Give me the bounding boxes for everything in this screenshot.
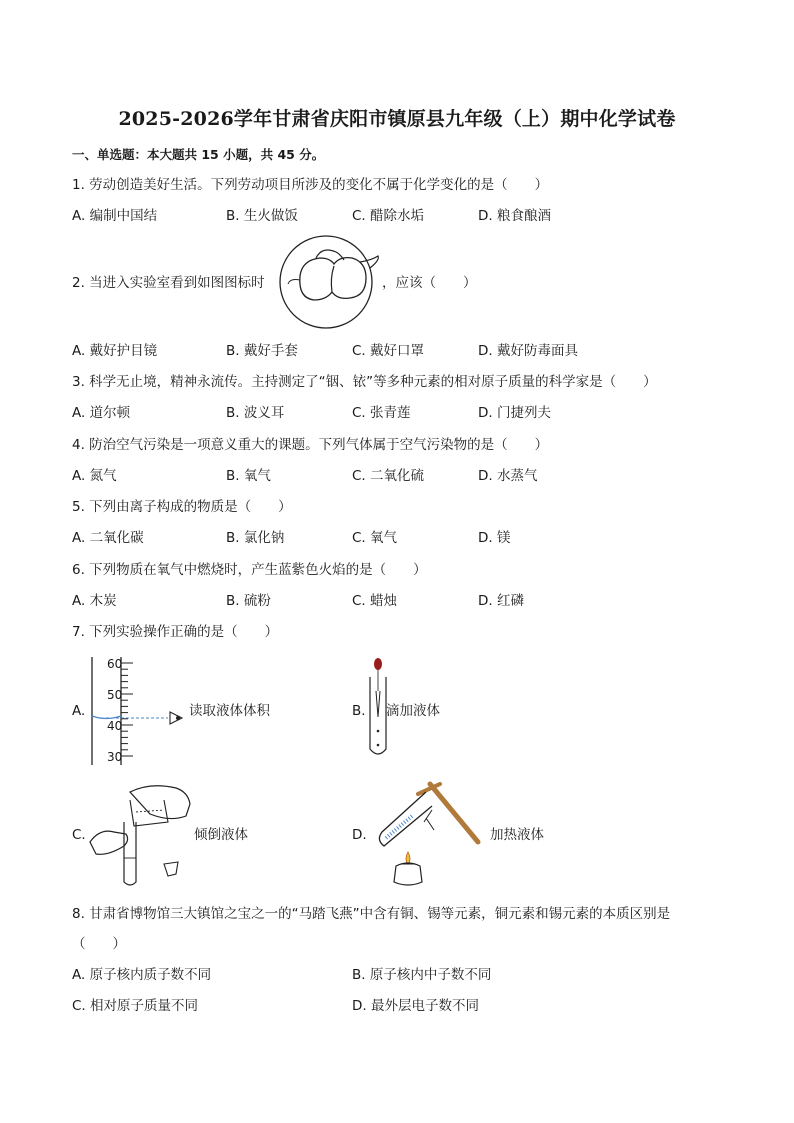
q3-option-b[interactable]: B. 波义耳	[226, 405, 285, 421]
goggles-safety-icon	[270, 234, 388, 330]
heating-liquid-illustration	[368, 778, 492, 890]
q7-option-d[interactable]: D.	[352, 827, 367, 843]
question-2-stem-before: 2. 当进入实验室看到如图图标时	[72, 275, 265, 291]
q6-option-b[interactable]: B. 硫粉	[226, 593, 271, 609]
question-5-stem: 5. 下列由离子构成的物质是（ ）	[72, 499, 292, 515]
q2-option-d[interactable]: D. 戴好防毒面具	[478, 343, 578, 359]
q4-option-d[interactable]: D. 水蒸气	[478, 468, 538, 484]
question-8-stem-cont: （ ）	[72, 936, 126, 952]
q7-caption-b: 滴加液体	[386, 703, 440, 719]
q1-option-c[interactable]: C. 醋除水垢	[352, 208, 425, 224]
q5-option-d[interactable]: D. 镁	[478, 530, 511, 546]
q8-option-a[interactable]: A. 原子核内质子数不同	[72, 967, 212, 983]
q5-option-a[interactable]: A. 二氧化碳	[72, 530, 144, 546]
q5-option-b[interactable]: B. 氯化钠	[226, 530, 285, 546]
q2-option-c[interactable]: C. 戴好口罩	[352, 343, 425, 359]
q7-option-a[interactable]: A.	[72, 703, 86, 719]
tick-30: 30	[107, 750, 123, 764]
q6-option-d[interactable]: D. 红磷	[478, 593, 524, 609]
q1-option-b[interactable]: B. 生火做饭	[226, 208, 298, 224]
section-heading: 一、单选题：本大题共 15 小题，共 45 分。	[72, 147, 325, 162]
q7-caption-a: 读取液体体积	[189, 703, 270, 719]
q7-caption-d: 加热液体	[490, 827, 544, 843]
question-1-stem: 1. 劳动创造美好生活。下列劳动项目所涉及的变化不属于化学变化的是（ ）	[72, 177, 549, 193]
tick-50: 50	[107, 688, 123, 702]
q6-option-a[interactable]: A. 木炭	[72, 593, 117, 609]
q7-option-c[interactable]: C.	[72, 827, 86, 843]
q7-caption-c: 倾倒液体	[194, 827, 248, 843]
question-2-stem-after: ，应该（ ）	[382, 275, 477, 291]
q8-option-c[interactable]: C. 相对原子质量不同	[72, 998, 199, 1014]
question-8-stem: 8. 甘肃省博物馆三大镇馆之宝之一的“马踏飞燕”中含有铜、锡等元素，铜元素和锡元素的本质区别是	[72, 906, 671, 922]
tick-60: 60	[107, 657, 123, 671]
q4-option-c[interactable]: C. 二氧化硫	[352, 468, 425, 484]
pouring-liquid-illustration	[90, 782, 200, 888]
q3-option-c[interactable]: C. 张青莲	[352, 405, 411, 421]
q8-option-b[interactable]: B. 原子核内中子数不同	[352, 967, 492, 983]
q7-option-b[interactable]: B.	[352, 703, 366, 719]
q3-option-a[interactable]: A. 道尔顿	[72, 405, 131, 421]
q2-option-a[interactable]: A. 戴好护目镜	[72, 343, 158, 359]
q1-option-d[interactable]: D. 粮食酿酒	[478, 208, 551, 224]
question-6-stem: 6. 下列物质在氧气中燃烧时，产生蓝紫色火焰的是（ ）	[72, 562, 427, 578]
q3-option-d[interactable]: D. 门捷列夫	[478, 405, 551, 421]
q6-option-c[interactable]: C. 蜡烛	[352, 593, 398, 609]
q4-option-a[interactable]: A. 氮气	[72, 468, 117, 484]
question-3-stem: 3. 科学无止境，精神永流传。主持测定了“铟、铱”等多种元素的相对原子质量的科学家是（ ）	[72, 374, 657, 390]
graduated-cylinder-illustration	[88, 655, 188, 767]
q4-option-b[interactable]: B. 氧气	[226, 468, 271, 484]
page-title: 2025-2026学年甘肃省庆阳市镇原县九年级（上）期中化学试卷	[118, 108, 676, 130]
q8-option-d[interactable]: D. 最外层电子数不同	[352, 998, 479, 1014]
q5-option-c[interactable]: C. 氧气	[352, 530, 398, 546]
q2-option-b[interactable]: B. 戴好手套	[226, 343, 298, 359]
question-4-stem: 4. 防治空气污染是一项意义重大的课题。下列气体属于空气污染物的是（ ）	[72, 437, 549, 453]
q1-option-a[interactable]: A. 编制中国结	[72, 208, 158, 224]
question-7-stem: 7. 下列实验操作正确的是（ ）	[72, 624, 279, 640]
tick-40: 40	[107, 719, 123, 733]
